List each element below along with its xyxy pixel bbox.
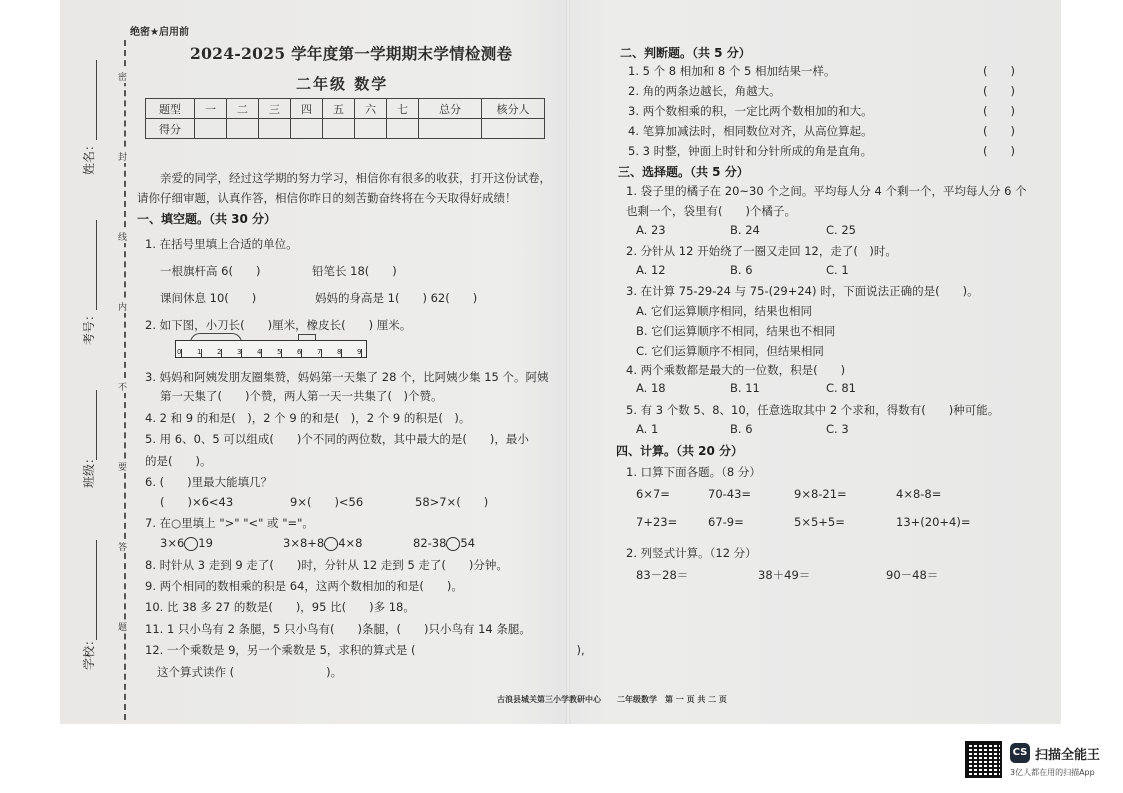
judge-paren[interactable]: ( ) (983, 84, 1015, 98)
question-3b: 第一天集了( )个赞，两人第一天一共集了( )个赞。 (160, 389, 443, 403)
ruler-number: 9 (357, 348, 362, 356)
judge-item: 4. 笔算加减法时，相同数位对齐，从高位算起。 (628, 124, 873, 138)
ruler-number: 8 (337, 348, 342, 356)
choice-option: C. 3 (826, 422, 849, 436)
section-heading-choice: 三、选择题。（共 5 分） (618, 165, 749, 179)
section-heading-judge: 二、判断题。（共 5 分） (620, 46, 751, 60)
page-subtitle: 二年级 数学 (296, 75, 389, 93)
compare-item-c (413, 536, 475, 551)
choice-option: C. 1 (826, 263, 849, 277)
score-cell[interactable] (259, 119, 291, 139)
score-cell[interactable] (482, 119, 545, 139)
binding-char: 线 (118, 230, 127, 243)
judge-paren[interactable]: ( ) (983, 64, 1015, 78)
qr-code-icon (965, 741, 1002, 778)
table-cell: 一 (195, 99, 227, 119)
choice-option: B. 6 (730, 422, 753, 436)
question-9: 9. 两个相同的数相乘的积是 64，这两个数相加的和是( )。 (145, 579, 463, 593)
ruler-number: 6 (297, 348, 302, 356)
judge-paren[interactable]: ( ) (983, 104, 1015, 118)
question-12a: 12. 一个乘数是 9，另一个乘数是 5，求积的算式是 ( ), (145, 643, 585, 657)
choice-question-2: 2. 分针从 12 开始绕了一圈又走回 12，走了( )时。 (626, 244, 897, 258)
question-2: 2. 如下图，小刀长( )厘米，橡皮长( ) 厘米。 (145, 318, 412, 332)
score-cell[interactable] (291, 119, 323, 139)
class-line (96, 390, 97, 460)
question-4: 4. 2 和 9 的和是( )，2 个 9 的和是( )，2 个 9 的积是( )。 (145, 411, 471, 425)
ruler-number: 7 (317, 348, 322, 356)
name-line (96, 60, 97, 140)
choice-question-5: 5. 有 3 个数 5、8、10，任意选取其中 2 个求和，得数有( )种可能。 (626, 403, 1000, 417)
score-cell[interactable] (195, 119, 227, 139)
table-cell: 六 (355, 99, 387, 119)
vertical-item: 38＋49＝ (758, 568, 811, 582)
choice-option: C. 它们运算顺序不相同，但结果相同 (636, 344, 824, 358)
table-cell: 三 (259, 99, 291, 119)
choice-option: A. 1 (636, 422, 659, 436)
scanner-app-name: 扫描全能王 (1035, 748, 1101, 763)
oral-item: 9×8-21= (794, 487, 847, 501)
calc-sub-2: 2. 列竖式计算。（12 分） (626, 546, 757, 560)
compare-right: 4×8 (338, 536, 363, 550)
choice-option: B. 24 (730, 223, 760, 237)
ruler-number: 1 (197, 348, 202, 356)
score-cell[interactable] (419, 119, 482, 139)
score-cell[interactable] (355, 119, 387, 139)
question-1c: 课间休息 10( ) (160, 291, 257, 305)
page-footer: 古浪县城关第三小学教研中心 二年级数学 第 一 页 共 二 页 (497, 695, 727, 704)
exam-no-line (96, 220, 97, 310)
choice-option: A. 12 (636, 263, 666, 277)
judge-paren[interactable]: ( ) (983, 124, 1015, 138)
camscanner-logo: CS (1010, 743, 1030, 763)
school-label: 学校： (82, 633, 96, 670)
question-6: 6. ( )里最大能填几？ (145, 475, 273, 489)
score-table (145, 98, 545, 139)
exam-no-label: 考号： (82, 308, 96, 345)
question-6b: 9×( )<56 (290, 495, 364, 509)
oral-item: 13+(20+4)= (896, 515, 971, 529)
binding-char: 内 (118, 300, 127, 313)
table-cell: 得分 (146, 119, 195, 139)
question-5b: 的是( )。 (145, 454, 212, 468)
table-cell: 五 (323, 99, 355, 119)
secret-label: 绝密★启用前 (130, 27, 189, 38)
judge-paren[interactable]: ( ) (983, 144, 1015, 158)
question-10: 10. 比 38 多 27 的数是( )，95 比( )多 18。 (145, 600, 415, 614)
ruler-number: 2 (217, 348, 222, 356)
question-11: 11. 1 只小鸟有 2 条腿，5 只小鸟有( )条腿，( )只小鸟有 14 条腿。 (145, 622, 531, 636)
table-cell: 二 (227, 99, 259, 119)
binding-char: 答 (118, 540, 127, 553)
table-row (146, 99, 545, 119)
question-3a: 3. 妈妈和阿姨发朋友圈集赞，妈妈第一天集了 28 个，比阿姨少集 15 个。阿姨 (145, 370, 549, 384)
choice-option: A. 18 (636, 381, 666, 395)
table-cell: 七 (387, 99, 419, 119)
page-fold (566, 0, 570, 724)
judge-item: 3. 两个数相乘的积，一定比两个数相加的和大。 (628, 104, 873, 118)
table-cell: 核分人 (482, 99, 545, 119)
question-5a: 5. 用 6、0、5 可以组成( )个不同的两位数，其中最大的是( )，最小 (145, 432, 529, 446)
binding-char: 要 (118, 460, 127, 473)
question-6a: ( )×6<43 (160, 495, 234, 509)
score-cell[interactable] (387, 119, 419, 139)
question-12b: 这个算式读作 ( )。 (157, 665, 343, 679)
compare-item-b (283, 536, 363, 551)
ruler-figure (175, 340, 367, 358)
question-6c: 58>7×( ) (415, 495, 489, 509)
oral-item: 70-43= (708, 487, 752, 501)
calc-sub-1: 1. 口算下面各题。（8 分） (626, 465, 761, 479)
choice-question-1b: 也剩一个，袋里有( )个橘子。 (626, 204, 796, 218)
intro-line-2: 请你仔细审题，认真作答，相信你昨日的刻苦勤奋终将在今天取得好成绩！ (137, 191, 517, 205)
choice-question-1a: 1. 袋子里的橘子在 20~30 个之间。平均每人分 4 个剩一个，平均每人分 6 个 (626, 184, 1027, 198)
ruler-number: 3 (237, 348, 242, 356)
binding-char: 封 (118, 150, 127, 163)
choice-option: C. 81 (826, 381, 856, 395)
ruler-number: 5 (277, 348, 282, 356)
name-label: 姓名： (82, 138, 96, 175)
compare-left: 3×6 (160, 536, 185, 550)
class-label: 班级： (82, 451, 96, 488)
binding-char: 密 (118, 70, 127, 83)
intro-line-1: 亲爱的同学，经过这学期的努力学习，相信你有很多的收获，打开这份试卷， (160, 171, 551, 185)
oral-item: 7+23= (636, 515, 678, 529)
ruler-number: 0 (177, 348, 182, 356)
table-cell: 题型 (146, 99, 195, 119)
judge-item: 1. 5 个 8 相加和 8 个 5 相加结果一样。 (628, 64, 836, 78)
compare-right: 54 (460, 536, 476, 550)
oral-item: 67-9= (708, 515, 744, 529)
choice-question-4: 4. 两个乘数都是最大的一位数，积是( ) (626, 363, 846, 377)
judge-item: 2. 角的两条边越长，角越大。 (628, 84, 781, 98)
scanner-tagline: 3亿人都在用的扫描App (1010, 768, 1095, 777)
page-title: 2024-2025 学年度第一学期期末学情检测卷 (190, 44, 513, 63)
compare-circle[interactable] (184, 537, 198, 551)
choice-question-3: 3. 在计算 75-29-24 与 75-(29+24) 时，下面说法正确的是( )。 (626, 284, 979, 298)
vertical-item: 90－48＝ (886, 568, 939, 582)
ruler-number: 4 (257, 348, 262, 356)
judge-item: 5. 3 时整，钟面上时针和分针所成的角是直角。 (628, 144, 873, 158)
compare-left: 82-38 (413, 536, 447, 550)
choice-option: C. 25 (826, 223, 856, 237)
compare-item-a (160, 536, 213, 551)
compare-circle[interactable] (324, 537, 338, 551)
question-7: 7. 在○里填上 ">" "<" 或 "="。 (145, 516, 314, 530)
section-heading-calc: 四、计算。（共 20 分） (616, 444, 744, 458)
oral-item: 5×5+5= (794, 515, 845, 529)
choice-option: B. 它们运算顺序不相同，结果也不相同 (636, 324, 836, 338)
table-cell: 总分 (419, 99, 482, 119)
table-row (146, 119, 545, 139)
compare-circle[interactable] (446, 537, 460, 551)
question-1d: 妈妈的身高是 1( ) 62( ) (315, 291, 478, 305)
binding-char: 不 (118, 380, 127, 393)
compare-right: 19 (198, 536, 213, 550)
binding-char: 题 (118, 620, 127, 633)
oral-item: 6×7= (636, 487, 670, 501)
vertical-item: 83－28＝ (636, 568, 689, 582)
question-1b: 铅笔长 18( ) (312, 264, 397, 278)
choice-option: B. 11 (730, 381, 760, 395)
school-line (96, 540, 97, 640)
choice-option: A. 23 (636, 223, 666, 237)
question-1: 1. 在括号里填上合适的单位。 (145, 237, 298, 251)
section-heading-fill: 一、填空题。（共 30 分） (137, 212, 277, 226)
oral-item: 4×8-8= (896, 487, 942, 501)
score-cell[interactable] (323, 119, 355, 139)
choice-option: A. 它们运算顺序相同，结果也相同 (636, 304, 812, 318)
question-8: 8. 时针从 3 走到 9 走了( )时，分针从 12 走到 5 走了( )分钟。 (145, 558, 508, 572)
score-cell[interactable] (227, 119, 259, 139)
choice-option: B. 6 (730, 263, 753, 277)
table-cell: 四 (291, 99, 323, 119)
question-1a: 一根旗杆高 6( ) (160, 264, 261, 278)
compare-left: 3×8+8 (283, 536, 325, 550)
